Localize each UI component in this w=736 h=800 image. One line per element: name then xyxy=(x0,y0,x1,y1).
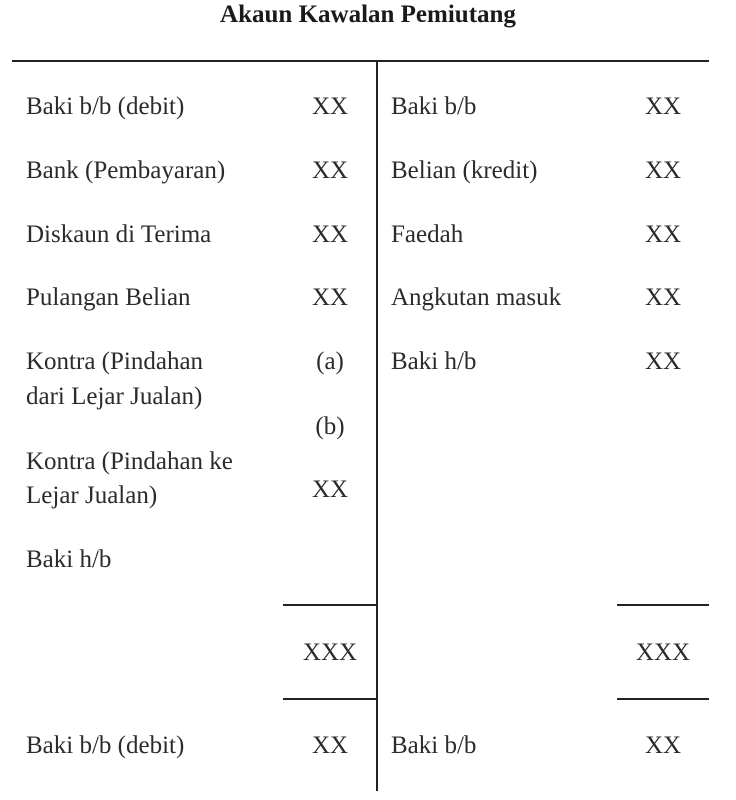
left-brought-down-label: Baki b/b (debit) xyxy=(26,732,185,759)
ledger-title: Akaun Kawalan Pemiutang xyxy=(220,1,516,28)
left-row-label: Bank (Pembayaran) xyxy=(26,157,226,184)
left-row-amount: XX xyxy=(311,93,349,120)
right-brought-down-amount: XX xyxy=(644,732,682,759)
left-row-label: dari Lejar Jualan) xyxy=(26,383,203,410)
left-row-amount: XX xyxy=(311,284,349,311)
right-row-amount: XX xyxy=(644,221,682,248)
left-row-label: Diskaun di Terima xyxy=(26,221,212,248)
right-total-amount: XXX xyxy=(635,639,691,666)
right-total-rule-top xyxy=(617,604,709,606)
left-row-label: Lejar Jualan) xyxy=(26,482,158,509)
right-row-label: Baki b/b xyxy=(391,93,477,120)
left-row-label: Kontra (Pindahan ke xyxy=(26,448,233,475)
right-row-label: Belian (kredit) xyxy=(391,157,538,184)
right-row-amount: XX xyxy=(644,348,682,375)
right-row-label: Baki h/b xyxy=(391,348,477,375)
right-row-label: Angkutan masuk xyxy=(391,284,562,311)
center-rule xyxy=(376,61,378,791)
left-row-amount: XX xyxy=(311,221,349,248)
right-total-rule-bottom xyxy=(617,698,709,700)
left-row-amount: XX xyxy=(311,476,349,503)
top-rule xyxy=(12,60,709,62)
right-brought-down-label: Baki b/b xyxy=(391,732,477,759)
left-row-label: Baki h/b xyxy=(26,546,112,573)
left-brought-down-amount: XX xyxy=(311,732,349,759)
left-row-amount: (b) xyxy=(315,413,345,440)
left-total-rule-bottom xyxy=(283,698,376,700)
left-row-label: Baki b/b (debit) xyxy=(26,93,185,120)
right-row-label: Faedah xyxy=(391,221,464,248)
left-row-amount: (a) xyxy=(316,348,344,375)
left-total-amount: XXX xyxy=(302,639,358,666)
left-total-rule-top xyxy=(283,604,376,606)
left-row-amount: XX xyxy=(311,157,349,184)
right-row-amount: XX xyxy=(644,93,682,120)
right-row-amount: XX xyxy=(644,157,682,184)
left-row-label: Pulangan Belian xyxy=(26,284,191,311)
left-row-label: Kontra (Pindahan xyxy=(26,348,204,375)
right-row-amount: XX xyxy=(644,284,682,311)
